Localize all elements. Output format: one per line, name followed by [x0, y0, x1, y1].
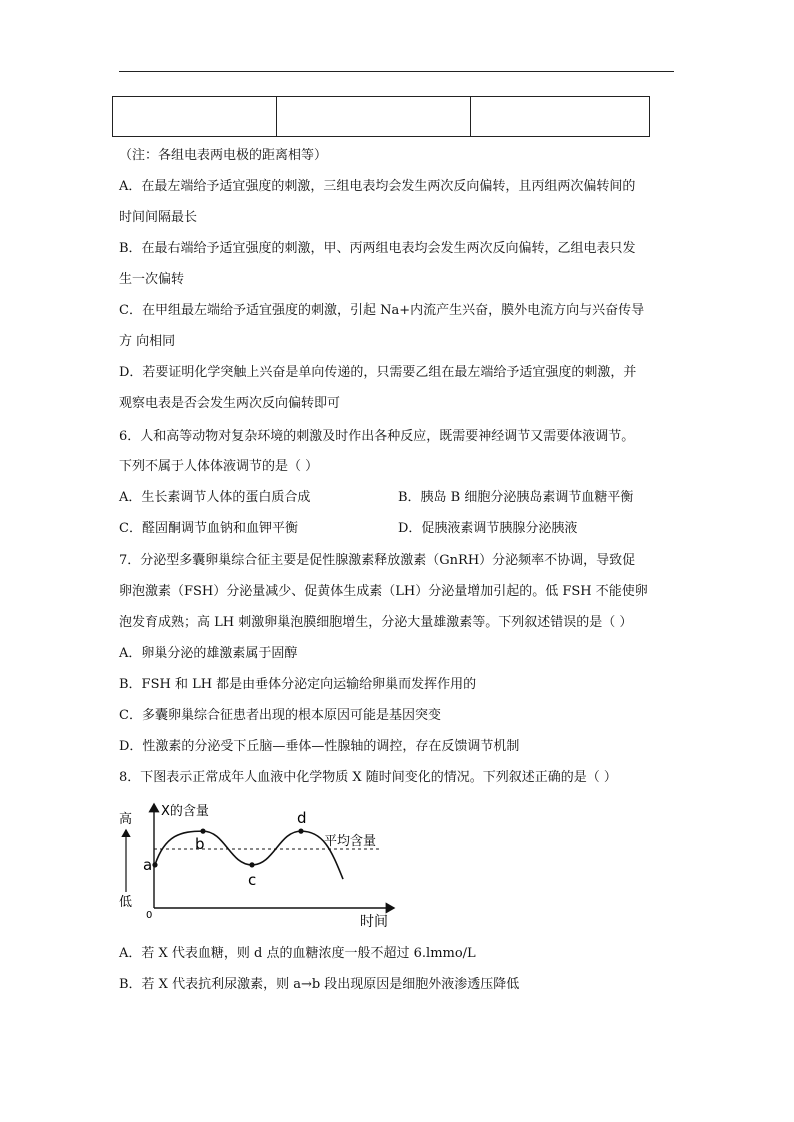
q7-option-d: D．性激素的分泌受下丘脑—垂体—性腺轴的调控，存在反馈调节机制 [119, 739, 520, 754]
q6-option-c: C．醛固酮调节血钠和血钾平衡 [119, 521, 298, 536]
q6-stem: 6．人和高等动物对复杂环境的刺激及时作出各种反应，既需要神经调节又需要体液调节。 [119, 429, 635, 444]
q8-option-a: A．若 X 代表血糖，则 d 点的血糖浓度一般不超过 6.lmmo/L [119, 946, 476, 961]
point-a [152, 862, 157, 867]
electrode-table [112, 96, 650, 137]
point-label-b: b [195, 835, 205, 854]
q7-stem: 7．分泌型多囊卵巢综合征主要是促性腺激素释放激素（GnRH）分泌频率不协调，导致促 [119, 553, 636, 568]
point-label-a: a [143, 855, 153, 874]
average-label: 平均含量 [324, 834, 377, 849]
q5-option-c: C．在甲组最左端给予适宜强度的刺激，引起 Na+内流产生兴奋，膜外电流方向与兴奋传导 [119, 303, 645, 318]
y-high-label: 高 [119, 812, 133, 827]
q8-stem: 8．下图表示正常成年人血液中化学物质 X 随时间变化的情况。下列叙述正确的是（ ） [119, 770, 617, 785]
table-cell-divider [276, 97, 277, 136]
q8-option-b: B．若 X 代表抗利尿激素，则 a→b 段出现原因是细胞外液渗透压降低 [119, 977, 520, 992]
q6-option-a: A．生长素调节人体的蛋白质合成 [119, 490, 311, 505]
q6-option-b: B．胰岛 B 细胞分泌胰岛素调节血糖平衡 [398, 490, 634, 505]
q5-option-b-cont: 生一次偏转 [119, 272, 185, 287]
table-cell-divider [470, 97, 471, 136]
point-c [249, 862, 254, 867]
q7-option-a: A．卵巢分泌的雄激素属于固醇 [119, 646, 298, 661]
point-label-c: c [248, 870, 257, 889]
point-d [298, 829, 303, 834]
q6-option-d: D．促胰液素调节胰腺分泌胰液 [398, 521, 578, 536]
point-label-d: d [297, 809, 307, 828]
q7-option-c: C．多囊卵巢综合征患者出现的根本原因可能是基因突变 [119, 708, 441, 723]
q5-option-d-cont: 观察电表是否会发生两次反向偏转即可 [119, 396, 341, 411]
y-low-label: 低 [119, 895, 133, 910]
q7-stem-cont1: 卵泡激素（FSH）分泌量减少、促黄体生成素（LH）分泌量增加引起的。低 FSH 不能使卵 [119, 584, 648, 599]
q5-option-a-cont: 时间间隔最长 [119, 210, 198, 225]
q5-option-d: D．若要证明化学突触上兴奋是单向传递的，只需要乙组在最左端给予适宜强度的刺激，并 [119, 365, 637, 380]
q6-stem-cont: 下列不属于人体体液调节的是（ ） [119, 459, 319, 474]
table-note: （注：各组电表两电极的距离相等） [119, 148, 328, 163]
q5-option-b: B．在最右端给予适宜强度的刺激，甲、丙两组电表均会发生两次反向偏转，乙组电表只发 [119, 241, 636, 256]
q7-option-b: B．FSH 和 LH 都是由垂体分泌定向运输给卵巢而发挥作用的 [119, 677, 477, 692]
chart-title: X的含量 [161, 804, 209, 819]
q5-option-a: A．在最左端给予适宜强度的刺激，三组电表均会发生两次反向偏转，且丙组两次偏转间的 [119, 179, 636, 194]
x-axis-label: 时间 [360, 914, 388, 930]
origin-label: 0 [146, 910, 153, 921]
q5-option-c-cont: 方 向相同 [119, 334, 176, 349]
x-content-chart [110, 796, 410, 936]
point-b [200, 829, 205, 834]
q7-stem-cont2: 泡发育成熟；高 LH 刺激卵巢泡膜细胞增生，分泌大量雄激素等。下列叙述错误的是（ ） [119, 615, 633, 630]
header-rule [119, 71, 674, 72]
